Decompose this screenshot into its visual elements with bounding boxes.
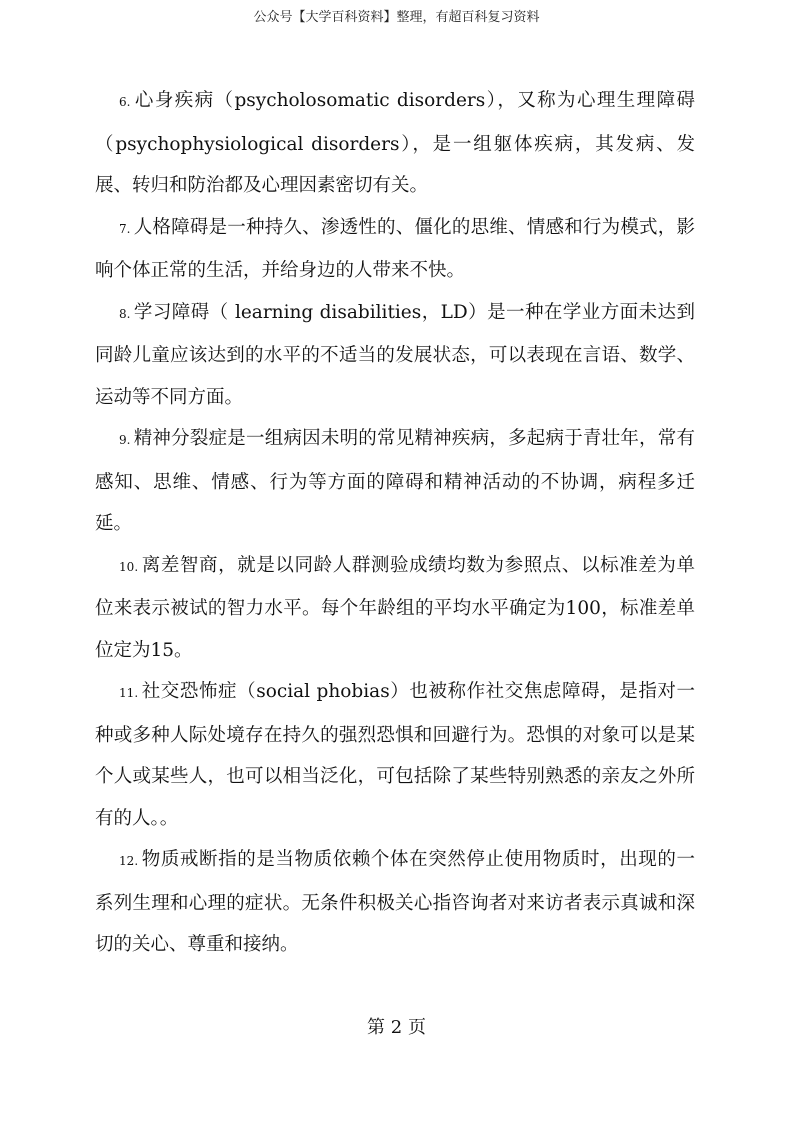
paragraph-text: 物质戒断指的是当物质依赖个体在突然停止使用物质时，出现的一系列生理和心理的症状。无条件积极关心指咨询者对来访者表示真诚和深切的关心、尊重和接纳。 — [95, 849, 695, 955]
item-number: 10. — [119, 559, 139, 574]
paragraph-7 — [95, 207, 695, 292]
paragraph-text: 社交恐怖症（social phobias）也被称作社交焦虑障碍，是指对一种或多种人际处境存在持久的强烈恐惧和回避行为。恐惧的对象可以是某个人或某些人，也可以相当泛化，可包括除了某些特别熟悉的亲友之外所有的人。。 — [95, 681, 695, 829]
item-number: 9. — [119, 433, 131, 447]
paragraph-9 — [95, 418, 695, 545]
paragraph-text: 人格障碍是一种持久、渗透性的、僵化的思维、情感和行为模式，影响个体正常的生活，并给身边的人带来不快。 — [95, 216, 695, 281]
page-header: 公众号【大学百科资料】整理，有超百科复习资料 — [253, 10, 540, 25]
paragraph-text: 离差智商，就是以同龄人群测验成绩均数为参照点、以标准差为单位来表示被试的智力水平。每个年龄组的平均水平确定为100，标准差单位定为15。 — [95, 554, 695, 661]
paragraph-text: 心身疾病（psycholosomatic disorders），又称为心理生理障碍（psychophysiological disorders），是一组躯体疾病，其发病、发展、转归和防治都及心理因素密切有关。 — [95, 90, 695, 196]
item-number: 6. — [119, 95, 131, 109]
item-number: 8. — [119, 306, 131, 321]
paragraph-8 — [95, 292, 695, 419]
item-number: 11. — [119, 686, 139, 700]
paragraph-11 — [95, 671, 695, 839]
paragraph-12 — [95, 839, 695, 966]
paragraph-10 — [95, 545, 695, 672]
item-number: 7. — [119, 221, 131, 236]
paragraph-text: 精神分裂症是一组病因未明的常见精神疾病，多起病于青壮年，常有感知、思维、情感、行为等方面的障碍和精神活动的不协调，病程多迁延。 — [95, 428, 695, 534]
paragraph-6 — [95, 80, 695, 207]
item-number: 12. — [119, 854, 139, 868]
page-number: 第 2 页 — [367, 1017, 426, 1038]
document-body — [95, 80, 695, 966]
paragraph-text: 学习障碍（ learning disabilities，LD）是一种在学业方面未达到同龄儿童应该达到的水平的不适当的发展状态，可以表现在言语、数学、运动等不同方面。 — [95, 301, 695, 408]
